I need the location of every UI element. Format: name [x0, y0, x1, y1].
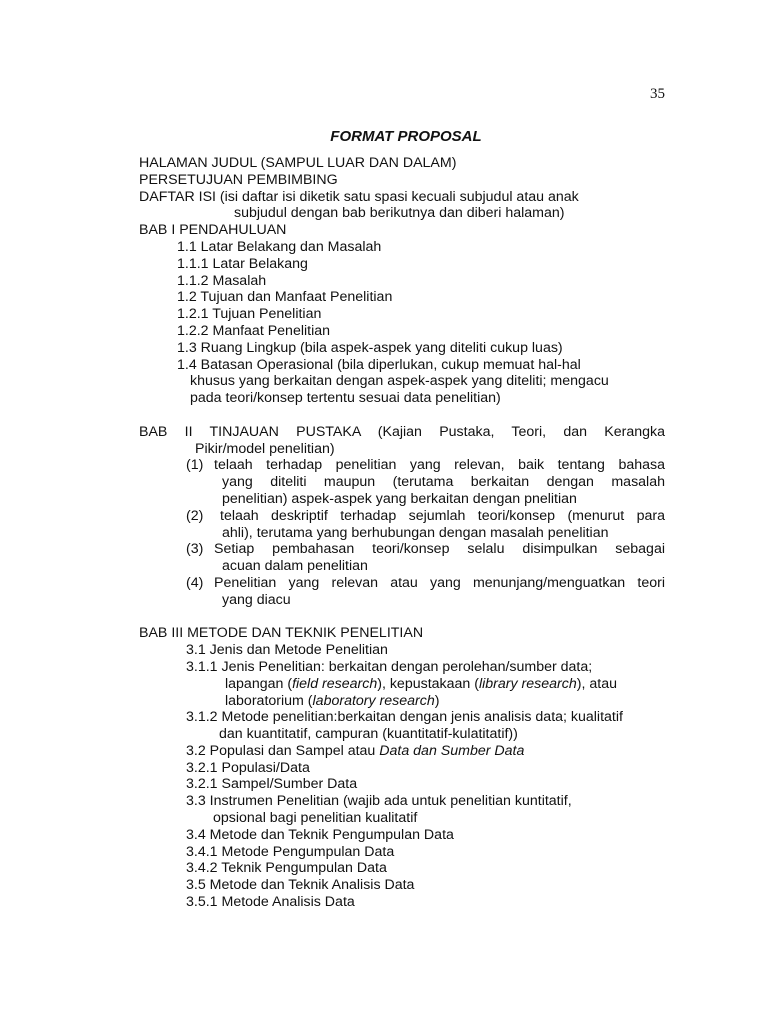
- outline-line: 3.1 Jenis dan Metode Penelitian: [186, 642, 388, 659]
- outline-line: 1.4 Batasan Operasional (bila diperlukan, cukup memuat hal-hal: [177, 356, 581, 373]
- outline-line: laboratorium (laboratory research): [225, 692, 440, 709]
- outline-line: DAFTAR ISI (isi daftar isi diketik satu spasi kecuali subjudul atau anak: [139, 188, 579, 205]
- list-item: [139, 575, 665, 609]
- outline-line: 3.2.1 Sampel/Sumber Data: [186, 776, 358, 793]
- outline-line: opsional bagi penelitian kualitatif: [213, 810, 418, 827]
- outline-line: Pikir/model penelitian): [195, 440, 335, 457]
- outline-line: PERSETUJUAN PEMBIMBING: [139, 171, 338, 188]
- list-line: Penelitian yang relevan atau yang menunjang/menguatkan teori: [214, 574, 665, 591]
- outline-line: 3.5.1 Metode Analisis Data: [186, 894, 355, 911]
- outline-line: 3.3 Instrumen Penelitian (wajib ada untuk penelitian kuntitatif,: [186, 793, 572, 810]
- outline-line: lapangan (field research), kepustakaan (library research), atau: [225, 675, 617, 692]
- outline-line: khusus yang berkaitan dengan aspek-aspek yang diteliti; mengacu: [190, 373, 609, 390]
- outline-line: 3.2 Populasi dan Sampel atau Data dan Sumber Data: [186, 742, 525, 759]
- list-line: telaah deskriptif terhadap sejumlah teori/konsep (menurut para: [220, 507, 665, 524]
- outline-line: 1.1 Latar Belakang dan Masalah: [177, 238, 382, 255]
- outline-line: HALAMAN JUDUL (SAMPUL LUAR DAN DALAM): [139, 155, 457, 171]
- italic-term: Data dan Sumber Data: [379, 742, 525, 759]
- proposal-outline: [139, 155, 665, 911]
- list-item: [139, 457, 665, 507]
- list-item: [139, 541, 665, 575]
- list-line: telaah terhadap penelitian yang relevan, baik tentang bahasa: [214, 457, 665, 474]
- list-item: [139, 508, 665, 542]
- spacer: [139, 407, 665, 424]
- outline-line: 3.4.1 Metode Pengumpulan Data: [186, 843, 395, 860]
- list-line: yang diteliti maupun (terutama berkaitan dengan masalah: [222, 474, 665, 491]
- outline-line: 3.4 Metode dan Teknik Pengumpulan Data: [186, 826, 454, 843]
- outline-line: subjudul dengan bab berikutnya dan diberi halaman): [234, 205, 565, 222]
- list-number: (1): [186, 457, 204, 474]
- outline-line: pada teori/konsep tertentu sesuai data penelitian): [190, 390, 501, 407]
- outline-line: 3.1.2 Metode penelitian:berkaitan dengan jenis analisis data; kualitatif: [186, 709, 623, 726]
- outline-line: 1.2.1 Tujuan Penelitian: [177, 306, 322, 323]
- outline-line: 3.2.1 Populasi/Data: [186, 759, 310, 776]
- chapter-heading: BAB III METODE DAN TEKNIK PENELITIAN: [139, 625, 424, 642]
- list-line: ahli), terutama yang berhubungan dengan masalah penelitian: [222, 524, 609, 541]
- list-line: yang diacu: [222, 591, 291, 608]
- outline-line: 1.1.1 Latar Belakang: [177, 255, 308, 272]
- list-number: (2): [186, 507, 204, 524]
- outline-line: 3.4.2 Teknik Pengumpulan Data: [186, 860, 387, 877]
- chapter-heading: BAB II TINJAUAN PUSTAKA (Kajian Pustaka, Teori, dan Kerangka: [139, 423, 665, 440]
- list-line: penelitian) aspek-aspek yang berkaitan dengan pnelitian: [222, 490, 577, 507]
- outline-line: 1.2.2 Manfaat Penelitian: [177, 322, 331, 339]
- list-line: Setiap pembahasan teori/konsep selalu disimpulkan sebagai: [214, 541, 665, 558]
- document-title: FORMAT PROPOSAL: [330, 128, 482, 145]
- italic-term: library research: [478, 675, 577, 692]
- outline-line: 1.2 Tujuan dan Manfaat Penelitian: [177, 289, 393, 306]
- page-number: 35: [650, 86, 665, 102]
- list-line: acuan dalam penelitian: [222, 558, 368, 575]
- italic-term: field research: [292, 675, 378, 692]
- outline-line: 1.1.2 Masalah: [177, 272, 267, 289]
- italic-term: laboratory research: [312, 692, 435, 709]
- list-number: (3): [186, 541, 204, 558]
- outline-line: 3.5 Metode dan Teknik Analisis Data: [186, 877, 415, 894]
- outline-line: 1.3 Ruang Lingkup (bila aspek-aspek yang diteliti cukup luas): [177, 339, 563, 356]
- outline-line: dan kuantitatif, campuran (kuantitatif-kulatitatif)): [219, 726, 518, 743]
- outline-line: 3.1.1 Jenis Penelitian: berkaitan dengan perolehan/sumber data;: [186, 658, 593, 675]
- chapter-heading: BAB I PENDAHULUAN: [139, 222, 287, 239]
- list-number: (4): [186, 574, 204, 591]
- spacer: [139, 609, 665, 626]
